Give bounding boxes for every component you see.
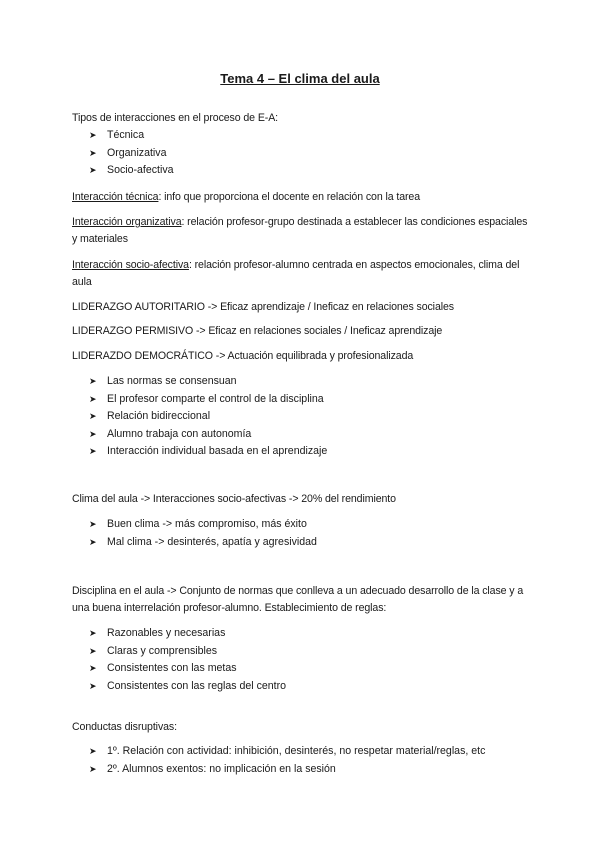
list-item: ➤ Técnica	[89, 127, 174, 145]
arrow-bullet-icon: ➤	[89, 519, 97, 529]
list-item: ➤ Relación bidireccional	[89, 408, 327, 426]
arrow-bullet-icon: ➤	[89, 165, 97, 175]
definition-socio-afectiva: Interacción socio-afectiva: relación profesor-alumno centrada en aspectos emocionales, clima del aula	[72, 259, 520, 288]
list-item: ➤ Organizativa	[89, 145, 174, 163]
list-item: ➤ Las normas se consensuan	[89, 373, 327, 391]
arrow-bullet-icon: ➤	[89, 746, 97, 756]
list-item: ➤ El profesor comparte el control de la disciplina	[89, 391, 327, 409]
arrow-bullet-icon: ➤	[89, 446, 97, 456]
liderazgo-autoritario: LIDERAZGO AUTORITARIO -> Eficaz aprendizaje / Ineficaz en relaciones sociales	[72, 301, 454, 313]
conductas-intro: Conductas disruptivas:	[72, 721, 177, 733]
arrow-bullet-icon: ➤	[89, 428, 97, 439]
list-item: ➤ 1º. Relación con actividad: inhibición, desinterés, no respetar material/reglas, etc	[89, 743, 485, 761]
arrow-bullet-icon: ➤	[89, 130, 97, 140]
clima-list	[89, 516, 317, 551]
arrow-bullet-icon: ➤	[89, 376, 97, 386]
list-item: ➤ Alumno trabaja con autonomía	[89, 426, 327, 444]
arrow-bullet-icon: ➤	[89, 763, 97, 774]
democratico-list	[89, 373, 327, 461]
list-item: ➤ Socio-afectiva	[89, 162, 174, 180]
tipos-intro: Tipos de interacciones en el proceso de E-A:	[72, 112, 279, 124]
disciplina-intro: Disciplina en el aula -> Conjunto de normas que conlleva a un adecuado desarrollo de la clase y a una buena interrelación profesor-alumno. Establecimiento de reglas:	[72, 585, 524, 614]
list-item: ➤ Interacción individual basada en el aprendizaje	[89, 443, 327, 461]
list-item: ➤ 2º. Alumnos exentos: no implicación en la sesión	[89, 761, 485, 779]
arrow-bullet-icon: ➤	[89, 663, 97, 673]
arrow-bullet-icon: ➤	[89, 393, 97, 404]
arrow-bullet-icon: ➤	[89, 411, 97, 421]
arrow-bullet-icon: ➤	[89, 680, 97, 691]
clima-intro: Clima del aula -> Interacciones socio-afectivas -> 20% del rendimiento	[72, 493, 396, 505]
list-item: ➤ Consistentes con las reglas del centro	[89, 678, 286, 696]
arrow-bullet-icon: ➤	[89, 628, 97, 638]
arrow-bullet-icon: ➤	[89, 536, 97, 547]
page-title: Tema 4 – El clima del aula	[220, 71, 380, 86]
conductas-list	[89, 743, 485, 778]
tipos-list	[89, 127, 174, 180]
arrow-bullet-icon: ➤	[89, 645, 97, 656]
definition-tecnica: Interacción técnica: info que proporciona el docente en relación con la tarea	[72, 191, 421, 203]
list-item: ➤ Claras y comprensibles	[89, 643, 286, 661]
definition-organizativa: Interacción organizativa: relación profesor-grupo destinada a establecer las condiciones espaciales y materiales	[72, 216, 528, 245]
list-item: ➤ Razonables y necesarias	[89, 625, 286, 643]
list-item: ➤ Buen clima -> más compromiso, más éxito	[89, 516, 317, 534]
list-item: ➤ Mal clima -> desinterés, apatía y agresividad	[89, 534, 317, 552]
liderazgo-permisivo: LIDERAZGO PERMISIVO -> Eficaz en relaciones sociales / Ineficaz aprendizaje	[72, 325, 443, 337]
arrow-bullet-icon: ➤	[89, 147, 97, 158]
liderazgo-democratico: LIDERAZDO DEMOCRÁTICO -> Actuación equilibrada y profesionalizada	[72, 350, 414, 362]
list-item: ➤ Consistentes con las metas	[89, 660, 286, 678]
disciplina-list	[89, 625, 286, 695]
